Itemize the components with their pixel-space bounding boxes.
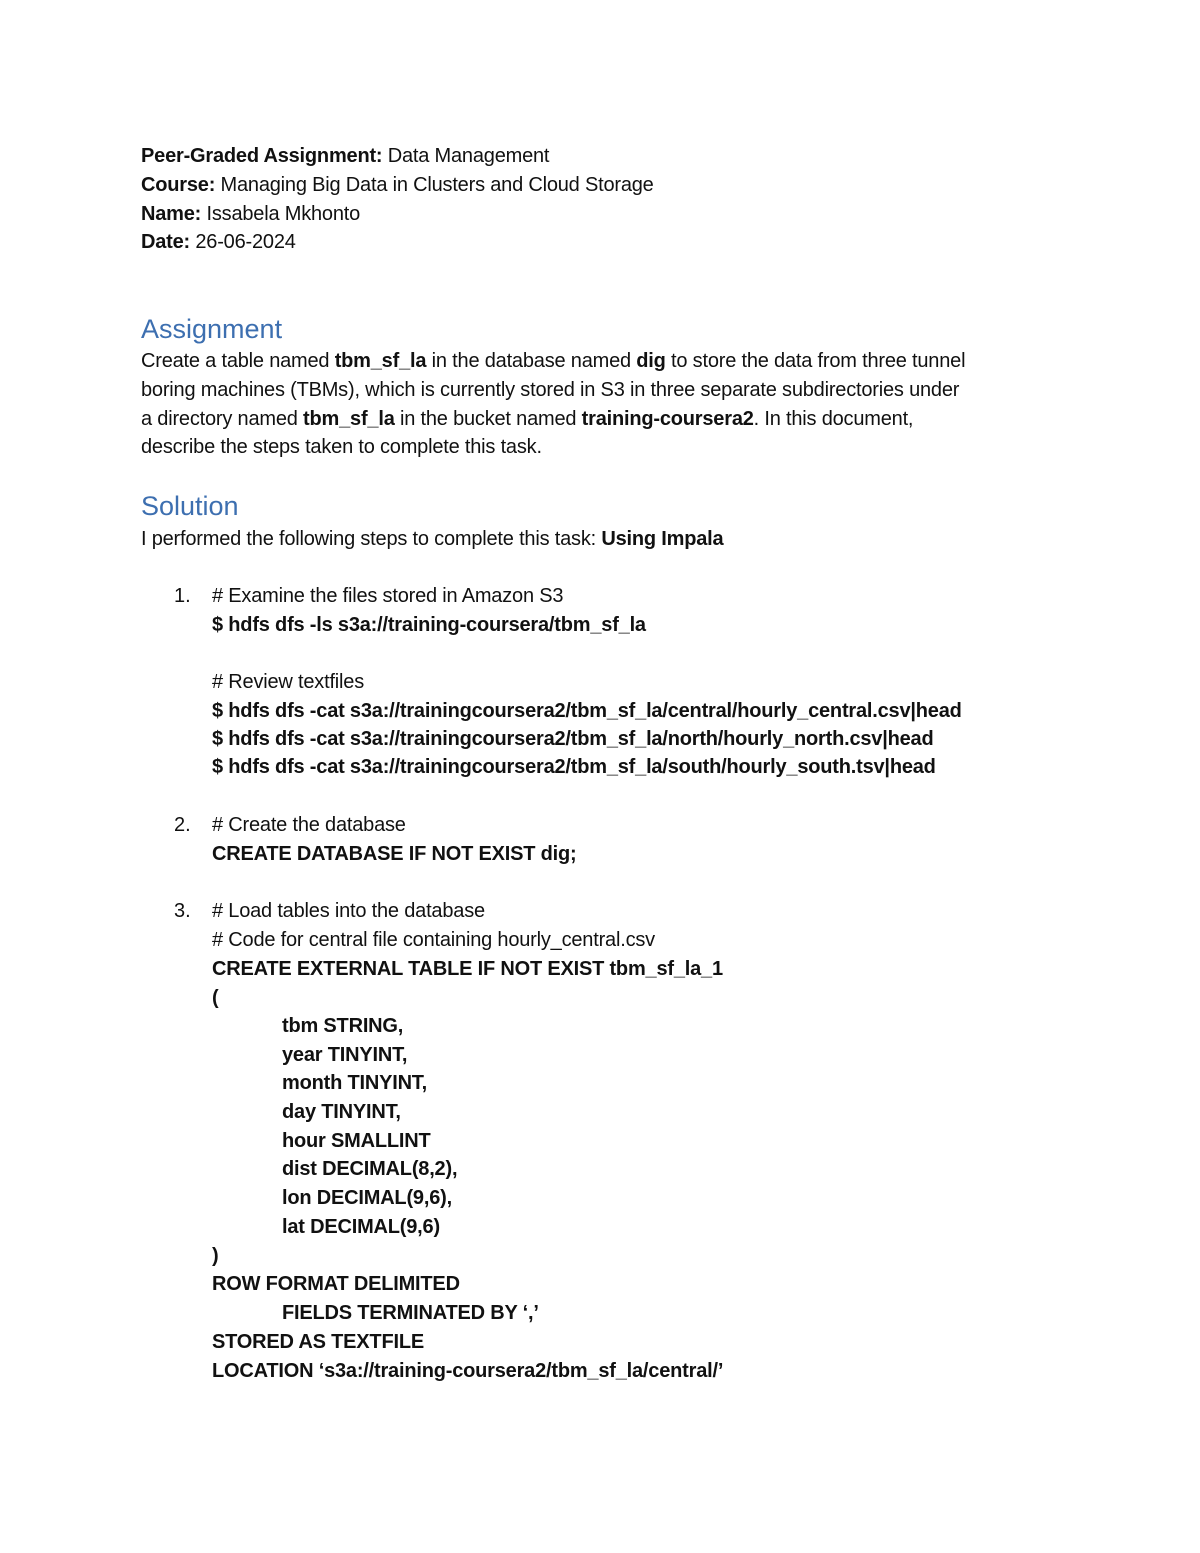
- column-definition: year TINYINT,: [282, 1044, 408, 1066]
- solution-intro: [141, 525, 723, 553]
- tool-name-text: Using Impala: [601, 528, 724, 550]
- assignment-value: Data Management: [382, 145, 550, 167]
- step-3-fields-terminated: FIELDS TERMINATED BY ‘,’: [282, 1302, 539, 1324]
- table-name-text: tbm_sf_la: [334, 350, 427, 372]
- step-3-number: 3.: [174, 900, 191, 922]
- step-3-location: LOCATION ‘s3a://training-coursera2/tbm_sf_la/central/’: [212, 1360, 724, 1382]
- assignment-label: Peer-Graded Assignment:: [141, 145, 383, 167]
- step-3-comment: # Load tables into the database: [212, 900, 485, 922]
- column-definition: day TINYINT,: [282, 1101, 401, 1123]
- database-name-text: dig: [636, 350, 666, 372]
- step-2-number: 2.: [174, 814, 191, 836]
- date-label: Date:: [141, 231, 191, 253]
- name-line: [141, 200, 360, 228]
- step-2-comment: # Create the database: [212, 814, 406, 836]
- assignment-paragraph-line-2: boring machines (TBMs), which is currently stored in S3 in three separate subdirectories under: [141, 379, 960, 401]
- step-1-number: 1.: [174, 585, 191, 607]
- name-label: Name:: [141, 203, 202, 225]
- course-line: [141, 171, 654, 199]
- text-span: . In this document,: [753, 408, 914, 430]
- column-definition: lon DECIMAL(9,6),: [282, 1187, 452, 1209]
- column-definition: dist DECIMAL(8,2),: [282, 1158, 458, 1180]
- text-span: in the database named: [426, 350, 637, 372]
- step-1-command: $ hdfs dfs -ls s3a://training-coursera/tbm_sf_la: [212, 614, 646, 636]
- course-value: Managing Big Data in Clusters and Cloud Storage: [215, 174, 654, 196]
- step-3-open-paren: (: [212, 987, 219, 1009]
- date-value: 26-06-2024: [190, 231, 296, 253]
- assignment-paragraph-line-1: [141, 347, 965, 375]
- assignment-title-line: [141, 142, 549, 170]
- text-span: in the bucket named: [394, 408, 582, 430]
- bucket-name-text: training-coursera2: [581, 408, 754, 430]
- date-line: [141, 228, 296, 256]
- column-definition: month TINYINT,: [282, 1072, 427, 1094]
- column-definition: lat DECIMAL(9,6): [282, 1216, 440, 1238]
- step-3-create-statement: CREATE EXTERNAL TABLE IF NOT EXIST tbm_sf_la_1: [212, 958, 723, 980]
- name-value: Issabela Mkhonto: [201, 203, 361, 225]
- course-label: Course:: [141, 174, 216, 196]
- assignment-heading: Assignment: [141, 314, 283, 344]
- column-definition: tbm STRING,: [282, 1015, 404, 1037]
- step-1-command-central: $ hdfs dfs -cat s3a://trainingcoursera2/tbm_sf_la/central/hourly_central.csv|head: [212, 700, 962, 722]
- step-2-command: CREATE DATABASE IF NOT EXIST dig;: [212, 843, 577, 865]
- assignment-paragraph-line-4: describe the steps taken to complete this task.: [141, 436, 542, 458]
- step-1-comment-review: # Review textfiles: [212, 671, 365, 693]
- text-span: Create a table named: [141, 350, 335, 372]
- directory-name-text: tbm_sf_la: [303, 408, 395, 430]
- step-1-comment: # Examine the files stored in Amazon S3: [212, 585, 564, 607]
- step-1-command-north: $ hdfs dfs -cat s3a://trainingcoursera2/tbm_sf_la/north/hourly_north.csv|head: [212, 728, 934, 750]
- step-3-row-format: ROW FORMAT DELIMITED: [212, 1273, 460, 1295]
- text-span: a directory named: [141, 408, 304, 430]
- step-3-close-paren: ): [212, 1245, 219, 1267]
- step-3-stored-as: STORED AS TEXTFILE: [212, 1331, 424, 1353]
- text-span: to store the data from three tunnel: [665, 350, 966, 372]
- column-definition: hour SMALLINT: [282, 1130, 431, 1152]
- text-span: I performed the following steps to complete this task:: [141, 528, 602, 550]
- assignment-paragraph-line-3: [141, 405, 913, 433]
- step-1-command-south: $ hdfs dfs -cat s3a://trainingcoursera2/tbm_sf_la/south/hourly_south.tsv|head: [212, 756, 936, 778]
- solution-heading: Solution: [141, 491, 239, 521]
- step-3-comment-central: # Code for central file containing hourly_central.csv: [212, 929, 655, 951]
